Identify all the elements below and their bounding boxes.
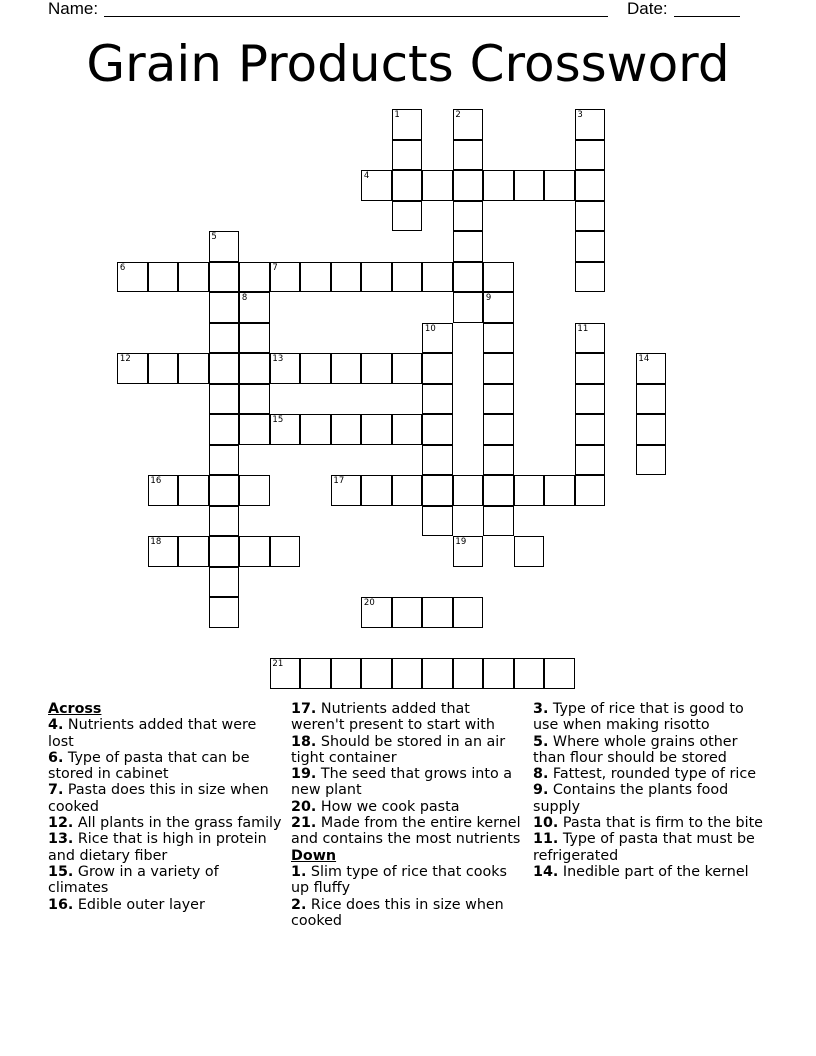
grid-cell[interactable] <box>270 536 300 566</box>
clue-number: 1 <box>394 110 400 121</box>
grid-cell[interactable] <box>422 475 452 505</box>
across-clue <box>48 717 283 750</box>
grid-cell[interactable] <box>575 445 605 475</box>
grid-cell[interactable] <box>209 353 239 383</box>
clue-text: All plants in the grass family <box>73 815 282 832</box>
clue-text: Pasta that is firm to the bite <box>558 815 763 832</box>
clue-number-label: 11. <box>533 831 559 848</box>
down-clue <box>533 766 773 782</box>
grid-cell[interactable] <box>575 109 605 139</box>
grid-cell[interactable] <box>392 109 422 139</box>
down-clue <box>533 864 773 880</box>
grid-cell[interactable] <box>239 475 269 505</box>
across-clue <box>48 750 283 783</box>
grid-cell[interactable] <box>209 536 239 566</box>
clue-text: How we cook pasta <box>316 798 460 815</box>
grid-cell[interactable] <box>544 170 574 200</box>
grid-cell[interactable] <box>483 414 513 444</box>
grid-cell[interactable] <box>483 170 513 200</box>
grid-cell[interactable] <box>422 506 452 536</box>
grid-cell[interactable] <box>453 536 483 566</box>
grid-cell[interactable] <box>453 140 483 170</box>
clue-number: 4 <box>363 171 370 182</box>
across-clue <box>291 734 526 767</box>
grid-cell[interactable] <box>148 475 178 505</box>
across-clue <box>48 831 283 864</box>
across-clue <box>291 766 526 799</box>
clue-number: 11 <box>577 323 589 334</box>
clue-number-label: 7. <box>48 782 64 799</box>
clue-number-label: 8. <box>533 766 549 783</box>
grid-cell[interactable] <box>514 475 544 505</box>
grid-cell[interactable] <box>575 170 605 200</box>
clue-number: 7 <box>272 262 278 273</box>
grid-cell[interactable] <box>178 475 208 505</box>
grid-cell[interactable] <box>209 475 239 505</box>
clue-number-label: 19. <box>291 766 317 783</box>
grid-cell[interactable] <box>239 414 269 444</box>
across-clue <box>48 897 283 913</box>
grid-cell[interactable] <box>483 384 513 414</box>
clue-number-label: 4. <box>48 717 64 734</box>
grid-cell[interactable] <box>270 353 300 383</box>
grid-cell[interactable] <box>209 445 239 475</box>
grid-cell[interactable] <box>575 231 605 261</box>
name-label: Name: <box>48 0 99 18</box>
down-clue <box>533 782 773 815</box>
clue-number: 17 <box>333 476 345 487</box>
down-clue <box>291 864 526 897</box>
grid-cell[interactable] <box>361 658 391 688</box>
grid-cell[interactable] <box>331 353 361 383</box>
grid-cell[interactable] <box>483 506 513 536</box>
clue-number-label: 16. <box>48 896 74 913</box>
grid-cell[interactable] <box>575 353 605 383</box>
clue-number: 15 <box>272 415 284 426</box>
clue-text: Rice that is high in protein and dietary fiber <box>48 831 267 864</box>
grid-cell[interactable] <box>514 170 544 200</box>
grid-cell[interactable] <box>544 475 574 505</box>
grid-cell[interactable] <box>392 262 422 292</box>
grid-cell[interactable] <box>575 323 605 353</box>
down-clue <box>533 701 773 734</box>
clue-number-label: 20. <box>291 798 317 815</box>
grid-cell[interactable] <box>209 323 239 353</box>
grid-cell[interactable] <box>148 262 178 292</box>
clues-column-1 <box>48 701 283 913</box>
grid-cell[interactable] <box>209 262 239 292</box>
grid-cell[interactable] <box>239 323 269 353</box>
grid-cell[interactable] <box>514 536 544 566</box>
clue-number: 21 <box>272 659 284 670</box>
grid-cell[interactable] <box>483 323 513 353</box>
grid-cell[interactable] <box>483 475 513 505</box>
grid-cell[interactable] <box>636 445 666 475</box>
grid-cell[interactable] <box>117 262 147 292</box>
across-heading: Across <box>48 701 102 717</box>
grid-cell[interactable] <box>392 353 422 383</box>
grid-cell[interactable] <box>300 262 330 292</box>
clue-number: 19 <box>455 537 467 548</box>
clue-text: Made from the entire kernel and contains the most nutrients <box>291 815 521 848</box>
grid-cell[interactable] <box>544 658 574 688</box>
clue-number-label: 15. <box>48 863 74 880</box>
clue-text: Rice does this in size when cooked <box>291 896 504 929</box>
clue-text: Inedible part of the kernel <box>558 863 749 880</box>
clues-column-3 <box>533 701 773 880</box>
grid-cell[interactable] <box>514 658 544 688</box>
down-clue <box>533 815 773 831</box>
grid-cell[interactable] <box>483 445 513 475</box>
grid-cell[interactable] <box>392 475 422 505</box>
across-clue <box>291 799 526 815</box>
grid-cell[interactable] <box>422 597 452 627</box>
grid-cell[interactable] <box>209 292 239 322</box>
clue-number-label: 12. <box>48 815 74 832</box>
grid-cell[interactable] <box>361 262 391 292</box>
clue-text: Should be stored in an air tight container <box>291 733 506 766</box>
page-title: Grain Products Crossword <box>86 35 730 93</box>
across-clue <box>48 782 283 815</box>
grid-cell[interactable] <box>422 445 452 475</box>
grid-cell[interactable] <box>483 262 513 292</box>
clue-text: Type of pasta that can be stored in cabinet <box>48 749 250 783</box>
grid-cell[interactable] <box>422 262 452 292</box>
clue-number: 18 <box>150 537 162 548</box>
across-clue <box>48 864 283 897</box>
grid-cell[interactable] <box>239 292 269 322</box>
grid-cell[interactable] <box>331 658 361 688</box>
grid-cell[interactable] <box>361 414 391 444</box>
grid-cell[interactable] <box>270 262 300 292</box>
clue-text: Pasta does this in size when cooked <box>48 782 269 815</box>
grid-cell[interactable] <box>361 475 391 505</box>
clue-number: 6 <box>119 262 126 273</box>
grid-cell[interactable] <box>331 475 361 505</box>
clue-text: Where whole grains other than flour should be stored <box>533 733 738 766</box>
grid-cell[interactable] <box>453 658 483 688</box>
grid-cell[interactable] <box>270 658 300 688</box>
grid-cell[interactable] <box>575 414 605 444</box>
grid-cell[interactable] <box>209 414 239 444</box>
clue-text: Nutrients added that were lost <box>48 717 257 750</box>
clue-number-label: 3. <box>533 701 549 717</box>
clue-number-label: 13. <box>48 831 74 848</box>
clue-number-label: 10. <box>533 815 559 832</box>
down-clues-b <box>533 701 773 880</box>
grid-cell[interactable] <box>361 597 391 627</box>
grid-cell[interactable] <box>239 536 269 566</box>
grid-cell[interactable] <box>209 567 239 597</box>
clue-number-label: 6. <box>48 749 64 766</box>
grid-cell[interactable] <box>483 658 513 688</box>
clue-text: Slim type of rice that cooks up fluffy <box>291 863 507 897</box>
grid-cell[interactable] <box>239 384 269 414</box>
grid-cell[interactable] <box>453 475 483 505</box>
grid-cell[interactable] <box>331 414 361 444</box>
grid-cell[interactable] <box>453 292 483 322</box>
down-clues-a <box>291 864 526 929</box>
grid-cell[interactable] <box>239 262 269 292</box>
clue-number: 13 <box>272 354 284 365</box>
clue-number-label: 2. <box>291 896 307 913</box>
grid-cell[interactable] <box>239 353 269 383</box>
date-label: Date: <box>627 0 668 18</box>
grid-cell[interactable] <box>178 262 208 292</box>
grid-cell[interactable] <box>575 384 605 414</box>
clue-number-label: 1. <box>291 863 307 880</box>
grid-cell[interactable] <box>422 384 452 414</box>
clue-text: Nutrients added that weren't present to start with <box>291 701 495 734</box>
clue-number: 16 <box>150 476 162 487</box>
clue-number: 9 <box>485 293 492 304</box>
grid-cell[interactable] <box>422 658 452 688</box>
grid-cell[interactable] <box>361 170 391 200</box>
down-clue <box>533 734 773 767</box>
down-heading: Down <box>291 847 337 864</box>
grid-cell[interactable] <box>300 658 330 688</box>
grid-cell[interactable] <box>392 201 422 231</box>
clue-number-label: 14. <box>533 863 559 880</box>
grid-cell[interactable] <box>392 414 422 444</box>
clue-text: Grow in a variety of climates <box>48 863 219 897</box>
grid-cell[interactable] <box>178 536 208 566</box>
across-clue <box>291 815 526 848</box>
grid-cell[interactable] <box>453 231 483 261</box>
across-clue <box>48 815 283 831</box>
clue-number-label: 18. <box>291 733 317 750</box>
clue-number: 8 <box>241 293 248 304</box>
grid-cell[interactable] <box>483 353 513 383</box>
grid-cell[interactable] <box>422 323 452 353</box>
across-clues-a <box>48 717 283 913</box>
grid-cell[interactable] <box>300 353 330 383</box>
grid-cell[interactable] <box>453 201 483 231</box>
clue-text: Edible outer layer <box>73 896 205 913</box>
clues-column-2 <box>291 701 526 929</box>
clue-number: 20 <box>363 598 375 609</box>
clue-number: 3 <box>577 110 583 121</box>
grid-cell[interactable] <box>392 170 422 200</box>
grid-cell[interactable] <box>209 231 239 261</box>
clue-number-label: 17. <box>291 701 317 717</box>
grid-cell[interactable] <box>148 353 178 383</box>
clue-number: 10 <box>424 323 436 334</box>
grid-cell[interactable] <box>148 536 178 566</box>
grid-cell[interactable] <box>270 414 300 444</box>
grid-cell[interactable] <box>575 201 605 231</box>
clue-text: Type of rice that is good to use when making risotto <box>533 701 744 734</box>
grid-cell[interactable] <box>178 353 208 383</box>
grid-cell[interactable] <box>453 597 483 627</box>
grid-cell[interactable] <box>209 506 239 536</box>
grid-cell[interactable] <box>636 414 666 444</box>
grid-cell[interactable] <box>209 384 239 414</box>
clue-number: 14 <box>638 354 650 365</box>
grid-cell[interactable] <box>392 140 422 170</box>
down-clue <box>291 897 526 930</box>
grid-cell[interactable] <box>422 170 452 200</box>
down-clue <box>533 831 773 864</box>
grid-cell[interactable] <box>209 597 239 627</box>
clue-number-label: 21. <box>291 815 317 832</box>
grid-cell[interactable] <box>453 109 483 139</box>
grid-cell[interactable] <box>361 353 391 383</box>
clue-text: Fattest, rounded type of rice <box>548 766 756 783</box>
grid-cell[interactable] <box>300 414 330 444</box>
clue-text: The seed that grows into a new plant <box>291 766 513 799</box>
grid-cell[interactable] <box>575 262 605 292</box>
clue-text: Contains the plants food supply <box>533 782 729 815</box>
grid-cell[interactable] <box>453 262 483 292</box>
grid-cell[interactable] <box>636 353 666 383</box>
grid-cell[interactable] <box>575 475 605 505</box>
clue-text: Type of pasta that must be refrigerated <box>533 831 755 864</box>
grid-cell[interactable] <box>117 353 147 383</box>
grid-cell[interactable] <box>331 262 361 292</box>
grid-cell[interactable] <box>636 384 666 414</box>
clue-number: 12 <box>119 354 131 365</box>
clue-number-label: 5. <box>533 733 549 750</box>
grid-cell[interactable] <box>422 414 452 444</box>
grid-cell[interactable] <box>422 353 452 383</box>
clue-number: 5 <box>211 232 217 243</box>
clue-number-label: 9. <box>533 782 549 799</box>
across-clues-b <box>291 701 526 848</box>
grid-cell[interactable] <box>453 170 483 200</box>
grid-cell[interactable] <box>483 292 513 322</box>
grid-cell[interactable] <box>392 658 422 688</box>
grid-cell[interactable] <box>392 597 422 627</box>
grid-cell[interactable] <box>575 140 605 170</box>
clue-number: 2 <box>455 110 461 121</box>
across-clue <box>291 701 526 734</box>
